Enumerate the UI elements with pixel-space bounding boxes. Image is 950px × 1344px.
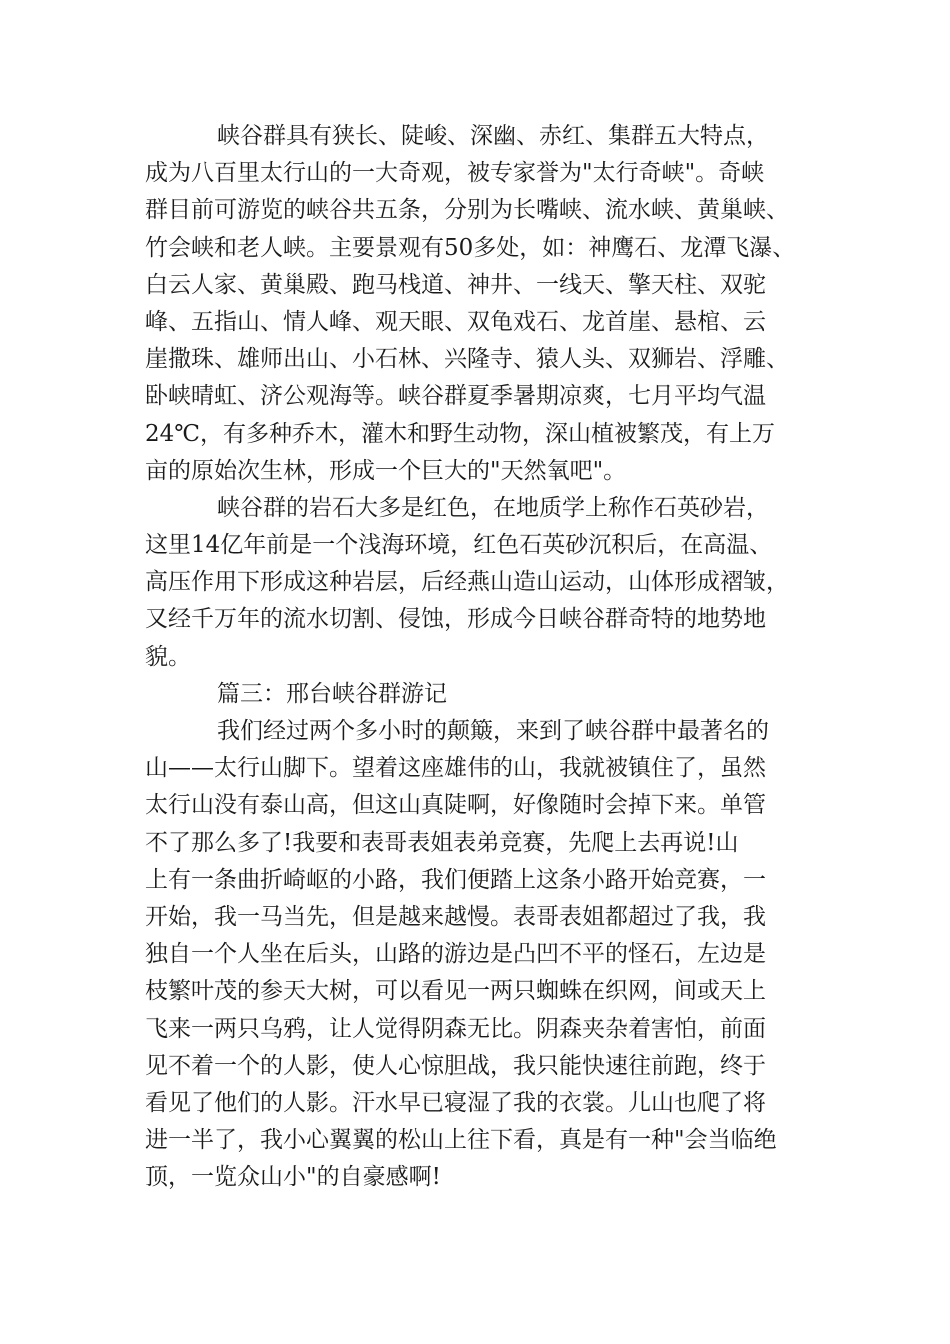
text-line: 山——太行山脚下。望着这座雄伟的山，我就被镇住了，虽然 bbox=[145, 755, 766, 782]
paragraph-2 bbox=[145, 490, 805, 676]
text-line: 这里14亿年前是一个浅海环境，红色石英砂沉积后，在高温、 bbox=[145, 532, 773, 559]
text-line: 貌。 bbox=[145, 643, 191, 670]
text-line: 顶，一览众山小"的自豪感啊! bbox=[145, 1164, 441, 1191]
paragraph-3 bbox=[145, 713, 805, 1196]
text-line: 开始，我一马当先，但是越来越慢。表哥表姐都超过了我，我 bbox=[145, 903, 766, 930]
text-line: 飞来一两只乌鸦，让人觉得阴森无比。阴森夹杂着害怕，前面 bbox=[145, 1015, 766, 1042]
text-line: 成为八百里太行山的一大奇观，被专家誉为"太行奇峡"。奇峡 bbox=[145, 160, 765, 187]
text-line: 枝繁叶茂的参天大树，可以看见一两只蜘蛛在织网，间或天上 bbox=[145, 978, 766, 1005]
text-line: 高压作用下形成这种岩层，后经燕山造山运动，山体形成褶皱， bbox=[145, 569, 789, 596]
text-line: 见不着一个的人影，使人心惊胆战，我只能快速往前跑，终于 bbox=[145, 1052, 766, 1079]
text-line: 进一半了，我小心翼翼的松山上往下看，真是有一种"会当临绝 bbox=[145, 1127, 777, 1154]
text-line: 又经千万年的流水切割、侵蚀，形成今日峡谷群奇特的地势地 bbox=[145, 606, 766, 633]
text-line: 上有一条曲折崎岖的小路，我们便踏上这条小路开始竞赛，一 bbox=[145, 866, 766, 893]
text-line: 太行山没有泰山高，但这山真陡啊，好像随时会掉下来。单管 bbox=[145, 792, 766, 819]
text-line: 白云人家、黄巢殿、跑马栈道、神井、一线天、擎天柱、双驼 bbox=[145, 271, 766, 298]
text-line: 我们经过两个多小时的颠簸，来到了峡谷群中最著名的 bbox=[217, 718, 769, 744]
text-line: 峡谷群的岩石大多是红色，在地质学上称作石英砂岩， bbox=[217, 494, 769, 521]
text-line: 独自一个人坐在后头，山路的游边是凸凹不平的怪石，左边是 bbox=[145, 941, 766, 968]
text-line: 看见了他们的人影。汗水早已寝湿了我的衣裳。儿山也爬了将 bbox=[145, 1089, 766, 1116]
paragraph-1 bbox=[145, 118, 805, 490]
text-line: 不了那么多了!我要和表哥表姐表弟竞赛，先爬上去再说!山 bbox=[145, 829, 739, 856]
document-page bbox=[145, 118, 805, 1196]
section-heading: 篇三：邢台峡谷群游记 bbox=[217, 680, 447, 707]
text-line: 峡谷群具有狭长、陡峻、深幽、赤红、集群五大特点， bbox=[217, 123, 769, 149]
text-line: 24℃，有多种乔木，灌木和野生动物，深山植被繁茂，有上万 bbox=[145, 420, 775, 447]
text-line: 亩的原始次生林，形成一个巨大的"天然氧吧"。 bbox=[145, 457, 627, 484]
text-line: 崖撒珠、雄师出山、小石林、兴隆寺、猿人头、双狮岩、浮雕、 bbox=[145, 346, 789, 373]
text-line: 竹会峡和老人峡。主要景观有50多处，如：神鹰石、龙潭飞瀑、 bbox=[145, 234, 796, 261]
text-line: 卧峡晴虹、济公观海等。峡谷群夏季暑期凉爽，七月平均气温 bbox=[145, 383, 766, 410]
text-line: 峰、五指山、情人峰、观天眼、双龟戏石、龙首崖、悬棺、云 bbox=[145, 308, 766, 335]
text-line: 群目前可游览的峡谷共五条，分别为长嘴峡、流水峡、黄巢峡、 bbox=[145, 197, 789, 224]
